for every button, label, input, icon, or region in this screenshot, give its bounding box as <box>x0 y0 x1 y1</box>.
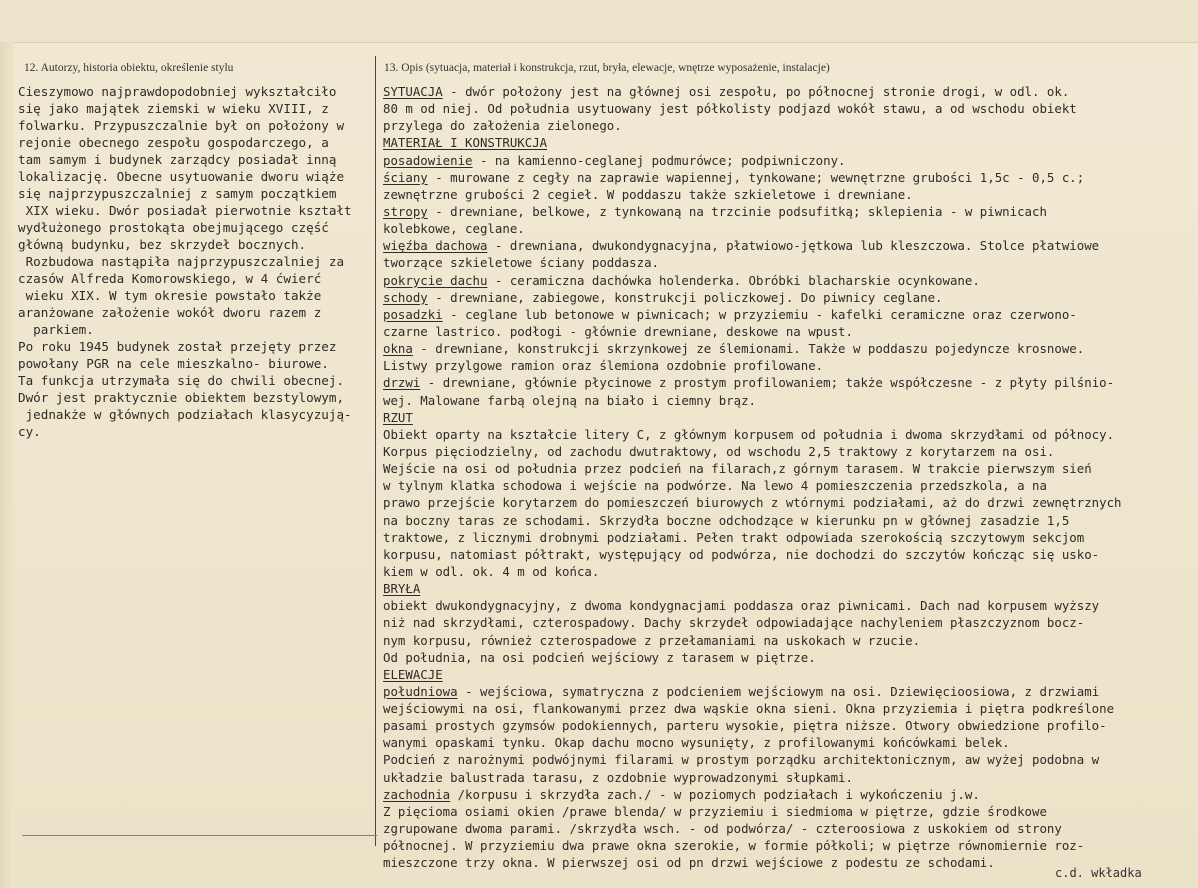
top-margin <box>0 0 1198 43</box>
line-text: Obiekt oparty na kształcie litery C, z głównym korpusem od południa i dwoma skrzydłami od północy. <box>383 426 1115 442</box>
description-line <box>383 443 1193 460</box>
description-line <box>383 100 1193 117</box>
history-line: Ta funkcja utrzymała się do chwili obecnej. <box>18 373 345 388</box>
line-text: - ceramiczna dachówka holenderka. Obróbki blacharskie ocynkowane. <box>487 272 980 288</box>
line-text: traktowe, z licznymi drobnymi podziałami. Pełen trakt odpowiada szerokością szczytowym sekcjom <box>383 529 1085 545</box>
description-line <box>383 614 1193 631</box>
description-line <box>383 409 1193 426</box>
section-heading: stropy <box>383 203 428 219</box>
description-line <box>383 512 1193 529</box>
description-line <box>383 186 1193 203</box>
history-line: lokalizację. Obecne usytuowanie dworu wiąże <box>18 169 345 184</box>
continuation-note: c.d. wkładka <box>1055 866 1142 880</box>
line-text: Listwy przylgowe ramion oraz ślemiona ozdobnie profilowane. <box>383 358 824 374</box>
description-line <box>383 563 1193 580</box>
description-line <box>383 117 1193 134</box>
line-text: wanymi opaskami tynku. Okap dachu mocno wysunięty, z profilowanymi końcówkami belek. <box>383 735 1010 751</box>
line-text: kiem w odl. ok. 4 m od końca. <box>383 563 600 579</box>
history-line: się najprzypuszczalniej z samym początkiem <box>18 186 337 201</box>
description-line <box>383 460 1193 477</box>
description-line <box>383 751 1193 768</box>
line-text: czarne lastrico. podłogi - głównie drewniane, deskowe na wpust. <box>383 323 853 339</box>
line-text: Podcień z narożnymi podwójnymi filarami w prostym porządku architektonicznym, aw wyżej podobna w <box>383 752 1100 768</box>
line-text: tworzące szkieletowe ściany poddasza. <box>383 255 660 271</box>
line-text: kolebkowe, ceglane. <box>383 221 525 237</box>
description-line <box>383 392 1193 409</box>
line-text: pasami prostych gzymsów podokiennych, parteru wysokie, piętra niższe. Otwory obwiedzione profilo- <box>383 718 1107 734</box>
section-heading: SYTUACJA <box>383 84 443 99</box>
description-line <box>383 734 1193 751</box>
description-line <box>383 289 1193 306</box>
line-text: - dwór położony jest na głównej osi zespołu, po północnej stronie drogi, w odl. ok. <box>442 84 1070 99</box>
section-heading: południowa <box>383 683 458 699</box>
line-text: - wejściowa, symatryczna z podcieniem wejściowym na osi. Dziewięcioosiowa, z drzwiami <box>457 683 1100 699</box>
section-13-title: 13. Opis (sytuacja, materiał i konstrukcja, rzut, bryła, elewacje, wnętrze wyposażenie, instalacje) <box>384 62 830 74</box>
section-heading: ELEWACJE <box>383 666 443 682</box>
history-line: Rozbudowa nastąpiła najprzypuszczalniej za <box>18 254 345 269</box>
line-text: zewnętrzne grubości 2 cegieł. W poddaszu także szkieletowe i drewniane. <box>383 186 913 202</box>
history-line: powołany PGR na cele mieszkalno- biurowe. <box>18 356 329 371</box>
history-line: Cieszymowo najprawdopodobniej wykształciło <box>18 84 337 99</box>
description-line <box>383 803 1193 820</box>
line-text: wej. Malowane farbą olejną na biało i ciemny brąz. <box>383 392 756 408</box>
history-line: cy. <box>18 424 41 439</box>
description-line <box>383 357 1193 374</box>
section-heading: drzwi <box>383 375 421 391</box>
description-line <box>383 134 1193 151</box>
line-text: - murowane z cegły na zaprawie wapiennej, tynkowane; wewnętrzne grubości 1,5c - 0,5 c.; <box>427 169 1085 185</box>
description-line <box>383 220 1193 237</box>
section-heading: RZUT <box>383 409 413 425</box>
line-text: - ceglane lub betonowe w piwnicach; w przyziemiu - kafelki ceramiczne oraz czerwono- <box>442 306 1077 322</box>
history-line: główną budynku, bez skrzydeł bocznych. <box>18 237 307 252</box>
column-divider <box>375 56 376 846</box>
section-heading: więźba dachowa <box>383 238 488 254</box>
line-text: 80 m od niej. Od południa usytuowany jest półkolisty podjazd wokół stawu, a od wschodu obiekt <box>383 101 1077 117</box>
history-line: Dwór jest praktycznie obiektem bezstylowym, <box>18 390 345 405</box>
line-text: - drewniane, zabiegowe, konstrukcji policzkowej. Do piwnicy ceglane. <box>427 289 943 305</box>
description-line <box>383 152 1193 169</box>
description-line <box>383 529 1193 546</box>
line-text: w tylnym klatka schodowa i wejście na podwórze. Na lewo 4 pomieszczenia przedszkola, a na <box>383 478 1047 494</box>
line-text: - na kamienno-ceglanej podmurówce; podpiwniczony. <box>472 152 846 168</box>
description-line <box>383 83 1193 100</box>
description-line <box>383 666 1193 683</box>
description-line <box>383 426 1193 443</box>
line-text: Wejście na osi od południa przez podcień na filarach,z górnym tarasem. W trakcie pierwszym sień <box>383 461 1092 477</box>
line-text: Korpus pięciodzielny, od zachodu dwutraktowy, od wschodu 2,5 traktowy z korytarzem na osi. <box>383 443 1055 459</box>
description-text <box>383 83 1193 871</box>
line-text: układzie balustrada tarasu, z ozdobnie wyprowadzonymi słupkami. <box>383 769 853 785</box>
line-text: przylega do założenia zielonego. <box>383 118 622 134</box>
description-line <box>383 649 1193 666</box>
description-line <box>383 769 1193 786</box>
description-line <box>383 717 1193 734</box>
description-line <box>383 477 1193 494</box>
description-line <box>383 494 1193 511</box>
description-line <box>383 272 1193 289</box>
line-text: niż nad skrzydłami, czterospadowy. Dachy skrzydeł odpowiadające nachyleniem płaszczyznom bocz- <box>383 615 1085 631</box>
section-heading: posadowienie <box>383 152 473 168</box>
line-text: mieszczone trzy okna. W pierwszej osi od pn drzwi wejściowe z podestu ze schodami. <box>383 855 995 871</box>
history-line: jednakże w głównych podziałach klasycyzują- <box>18 407 352 422</box>
history-line: tam samym i budynek zarządcy posiadał inną <box>18 152 337 167</box>
description-line <box>383 169 1193 186</box>
history-line: wieku XIX. W tym okresie powstało także <box>18 288 322 303</box>
line-text: - drewniane, belkowe, z tynkowaną na trzcinie podsufitką; sklepienia - w piwnicach <box>427 203 1047 219</box>
line-text: korpusu, natomiast półtrakt, występujący od podwórza, nie dochodzi do szczytów kończąc się usko- <box>383 546 1100 562</box>
line-text: nym korpusu, również czterospadowe z przełamaniami na uskokach w rzucie. <box>383 632 921 648</box>
history-line: czasów Alfreda Komorowskiego, w 4 ćwierć <box>18 271 322 286</box>
history-line: Po roku 1945 budynek został przejęty przez <box>18 339 337 354</box>
line-text: na boczny taras ze schodami. Skrzydła boczne odchodzące w kierunku pn w głównej zasadzie 1,5 <box>383 512 1070 528</box>
description-line <box>383 203 1193 220</box>
section-heading: ściany <box>383 169 428 185</box>
line-text: - drewniane, konstrukcji skrzynkowej ze ślemionami. Także w poddaszu pojedyncze krosnowe. <box>412 341 1085 357</box>
page-edge <box>0 42 14 888</box>
section-heading: okna <box>383 341 413 357</box>
history-line: się jako majątek ziemski w wieku XVIII, z <box>18 101 329 116</box>
history-line: rejonie obecnego zespołu gospodarczego, a <box>18 135 329 150</box>
section-heading: posadzki <box>383 306 443 322</box>
history-line: folwarku. Przypuszczalnie był on położony w <box>18 118 345 133</box>
section-heading: BRYŁA <box>383 581 421 597</box>
description-line <box>383 237 1193 254</box>
line-text: zgrupowane dwoma parami. /skrzydła wsch. - od podwórza/ - czteroosiowa z uskokiem od strony <box>383 821 1062 837</box>
description-line <box>383 700 1193 717</box>
description-line <box>383 786 1193 803</box>
description-line <box>383 683 1193 700</box>
history-line: XIX wieku. Dwór posiadał pierwotnie kształt <box>18 203 352 218</box>
description-line <box>383 597 1193 614</box>
history-line: parkiem. <box>18 322 94 337</box>
bottom-rule <box>22 835 377 836</box>
history-line: wydłużonego prostokąta obejmującego część <box>18 220 329 235</box>
line-text: - drewniane, głównie płycinowe z prostym profilowaniem; także współczesne - z płyty pilśnio- <box>420 375 1115 391</box>
description-line <box>383 837 1193 854</box>
description-line <box>383 580 1193 597</box>
section-heading: pokrycie dachu <box>383 272 488 288</box>
section-heading: zachodnia <box>383 786 451 802</box>
line-text: /korpusu i skrzydła zach./ - w poziomych podziałach i wykończeniu j.w. <box>450 786 980 802</box>
description-line <box>383 546 1193 563</box>
line-text: wejściowymi na osi, flankowanymi przez dwa wąskie okna sieni. Okna przyziemia i piętra podkreślone <box>383 701 1115 717</box>
line-text: - drewniana, dwukondygnacyjna, płatwiowo-jętkowa lub kleszczowa. Stolce płatwiowe <box>487 238 1100 254</box>
history-line: aranżowane założenie wokół dworu razem z <box>18 305 322 320</box>
section-heading: MATERIAŁ I KONSTRUKCJA <box>383 135 548 151</box>
line-text: prawo przejście korytarzem do pomieszczeń biurowych z wtórnymi podziałami, aż do drzwi zewnętrznych <box>383 495 1122 511</box>
description-line <box>383 254 1193 271</box>
description-line <box>383 374 1193 391</box>
description-line <box>383 306 1193 323</box>
line-text: obiekt dwukondygnacyjny, z dwoma kondygnacjami poddasza oraz piwnicami. Dach nad korpusem wyższy <box>383 598 1100 614</box>
history-text <box>18 83 372 440</box>
description-line <box>383 340 1193 357</box>
section-12-title: 12. Autorzy, historia obiektu, określenie stylu <box>24 62 234 74</box>
line-text: Z pięcioma osiami okien /prawe blenda/ w przyziemiu i siedmioma w piętrze, gdzie środkowe <box>383 803 1047 819</box>
description-line <box>383 820 1193 837</box>
line-text: Od południa, na osi podcień wejściowy z tarasem w piętrze. <box>383 649 816 665</box>
section-heading: schody <box>383 289 428 305</box>
description-line <box>383 323 1193 340</box>
description-line <box>383 632 1193 649</box>
line-text: północnej. W przyziemiu dwa prawe okna szerokie, w formie półkoli; w piętrze równomiernie roz- <box>383 838 1085 854</box>
